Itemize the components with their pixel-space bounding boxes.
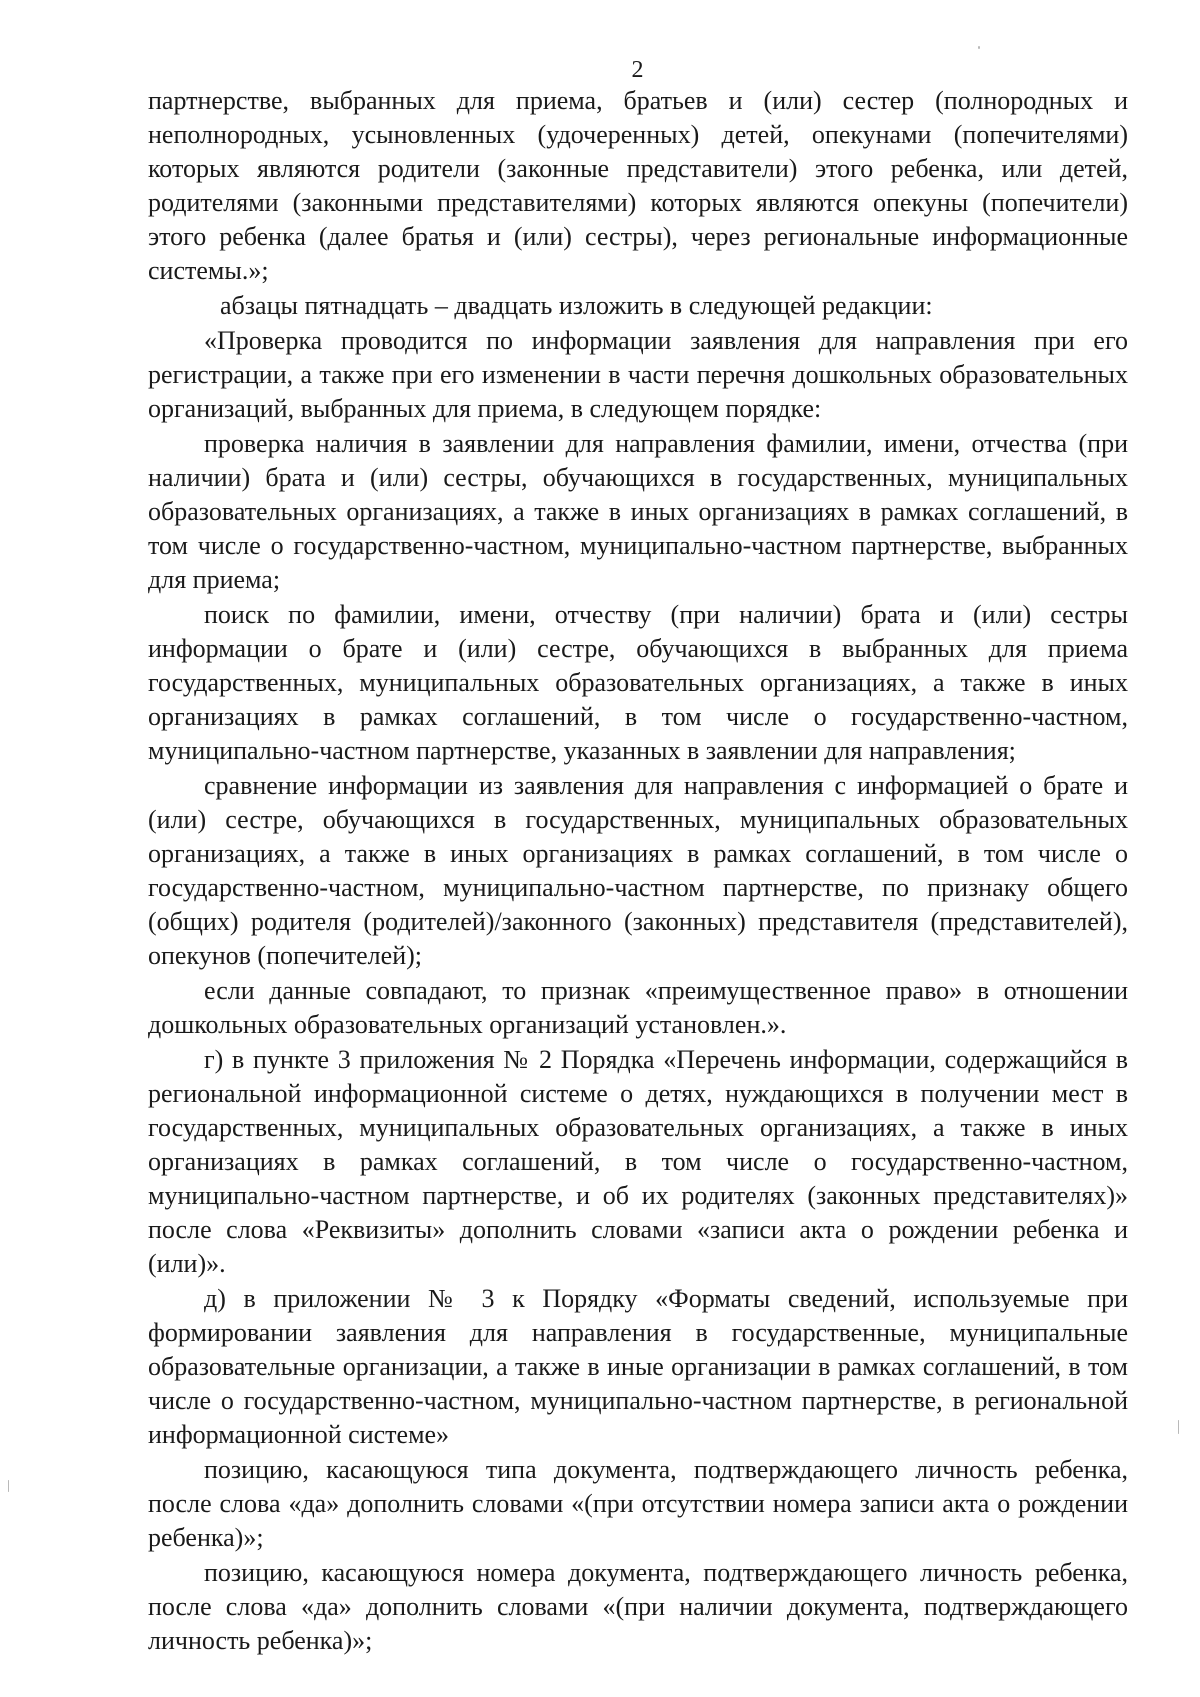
- paragraph-amendment-intro: абзацы пятнадцать – двадцать изложить в следующей редакции:: [220, 291, 933, 320]
- page-number: 2: [631, 57, 644, 83]
- paragraph-match: если данные совпадают, то признак «преимущественное право» в отношении дошкольных образовательных организаций установлен.».: [148, 976, 1128, 1039]
- paragraph-check-name: проверка наличия в заявлении для направления фамилии, имени, отчества (при наличии) брата и (или) сестры, обучающихся в государственных, муниципальных образовательных организациях, а также в иных организациях в рамках соглашений, в том числе о государственно-частном, муниципально-частном партнерстве, выбранных для приема;: [148, 429, 1128, 594]
- scan-speck: [978, 46, 980, 49]
- paragraph-compare: сравнение информации из заявления для направления с информацией о брате и (или) сестре, обучающихся в государственных, муниципальных образовательных организациях, а также в иных организациях в рамках соглашений, в том числе о государственно-частном, муниципально-частном партнерстве, по признаку общего (общих) родителя (родителей)/законного (законных) представителя (представителей), опекунов (попечителей);: [148, 771, 1128, 970]
- paragraph-search: поиск по фамилии, имени, отчеству (при наличии) брата и (или) сестры информации о брате и (или) сестре, обучающихся в выбранных для приема государственных, муниципальных образовательных организациях, а также в иных организациях в рамках соглашений, в том числе о государственно-частном, муниципально-частном партнерстве, указанных в заявлении для направления;: [148, 600, 1128, 765]
- paragraph-doc-type: позицию, касающуюся типа документа, подтверждающего личность ребенка, после слова «да» дополнить словами «(при отсутствии номера записи акта о рождении ребенка)»;: [148, 1455, 1128, 1552]
- paragraph-check-procedure: «Проверка проводится по информации заявления для направления при его регистрации, а также при его изменении в части перечня дошкольных образовательных организаций, выбранных для приема, в следующем порядке:: [148, 326, 1128, 423]
- paragraph-item-d: д) в приложении № 3 к Порядку «Форматы сведений, используемые при формировании заявления для направления в государственные, муниципальные образовательные организации, а также в иные организации в рамках соглашений, в том числе о государственно-частном, муниципально-частном партнерстве, в региональной информационной системе»: [148, 1284, 1128, 1449]
- paragraph-item-g: г) в пункте 3 приложения № 2 Порядка «Перечень информации, содержащийся в региональной информационной системе о детях, нуждающихся в получении мест в государственных, муниципальных образовательных организациях, а также в иных организациях в рамках соглашений, в том числе о государственно-частном, муниципально-частном партнерстве, и об их родителях (законных представителях)» после слова «Реквизиты» дополнить словами «записи акта о рождении ребенка и (или)».: [148, 1045, 1128, 1278]
- scan-speck: [8, 1480, 9, 1492]
- paragraph-continuation: партнерстве, выбранных для приема, братьев и (или) сестер (полнородных и неполнородных, усыновленных (удочеренных) детей, опекунами (попечителями) которых являются родители (законные представители) этого ребенка, или детей, родителями (законными представителями) которых являются опекуны (попечители) этого ребенка (далее братья и (или) сестры), через региональные информационные системы.»;: [148, 86, 1128, 285]
- paragraph-doc-number: позицию, касающуюся номера документа, подтверждающего личность ребенка, после слова «да» дополнить словами «(при наличии документа, подтверждающего личность ребенка)»;: [148, 1558, 1128, 1655]
- document-body: [148, 84, 1128, 1659]
- scan-speck: [1178, 1420, 1179, 1434]
